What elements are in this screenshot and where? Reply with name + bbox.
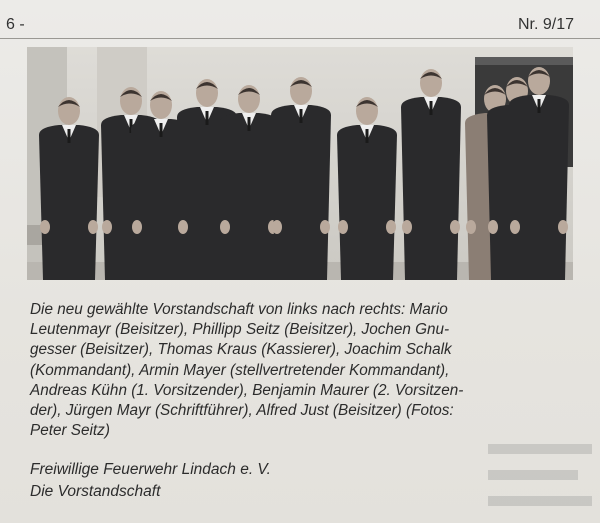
caption-line: Leutenmayr (Beisitzer), Phillipp Seitz (Beisitzer), Jochen Gnu- [30,321,450,339]
person-figure [401,69,461,280]
group-photo [27,47,573,280]
caption-line: gesser (Beisitzer), Thomas Kraus (Kassierer), Joachim Schalk [30,341,452,359]
issue-number: Nr. 9/17 [517,16,574,33]
page-header [0,12,600,36]
group-photo-illustration [27,47,573,280]
person-figure [509,67,569,280]
department-name: Die Vorstandschaft [30,483,161,500]
show-through-print [480,430,600,523]
caption-line: Peter Seitz) [30,422,110,440]
photo-caption [30,300,580,441]
caption-line: (Kommandant), Armin Mayer (stellvertretender Kommandant), [30,361,450,379]
person-figure [271,77,331,280]
caption-line: Die neu gewählte Vorstandschaft von links nach rechts: Mario [30,301,448,318]
page-number: 6 - [6,16,25,33]
caption-line: der), Jürgen Mayr (Schriftführer), Alfred Just (Beisitzer) (Fotos: [30,402,454,420]
header-divider [0,38,600,39]
caption-line: Andreas Kühn (1. Vorsitzender), Benjamin Maurer (2. Vorsitzen- [30,381,464,399]
photo-window-frame [475,57,573,65]
organization-name: Freiwillige Feuerwehr Lindach e. V. [30,461,271,478]
